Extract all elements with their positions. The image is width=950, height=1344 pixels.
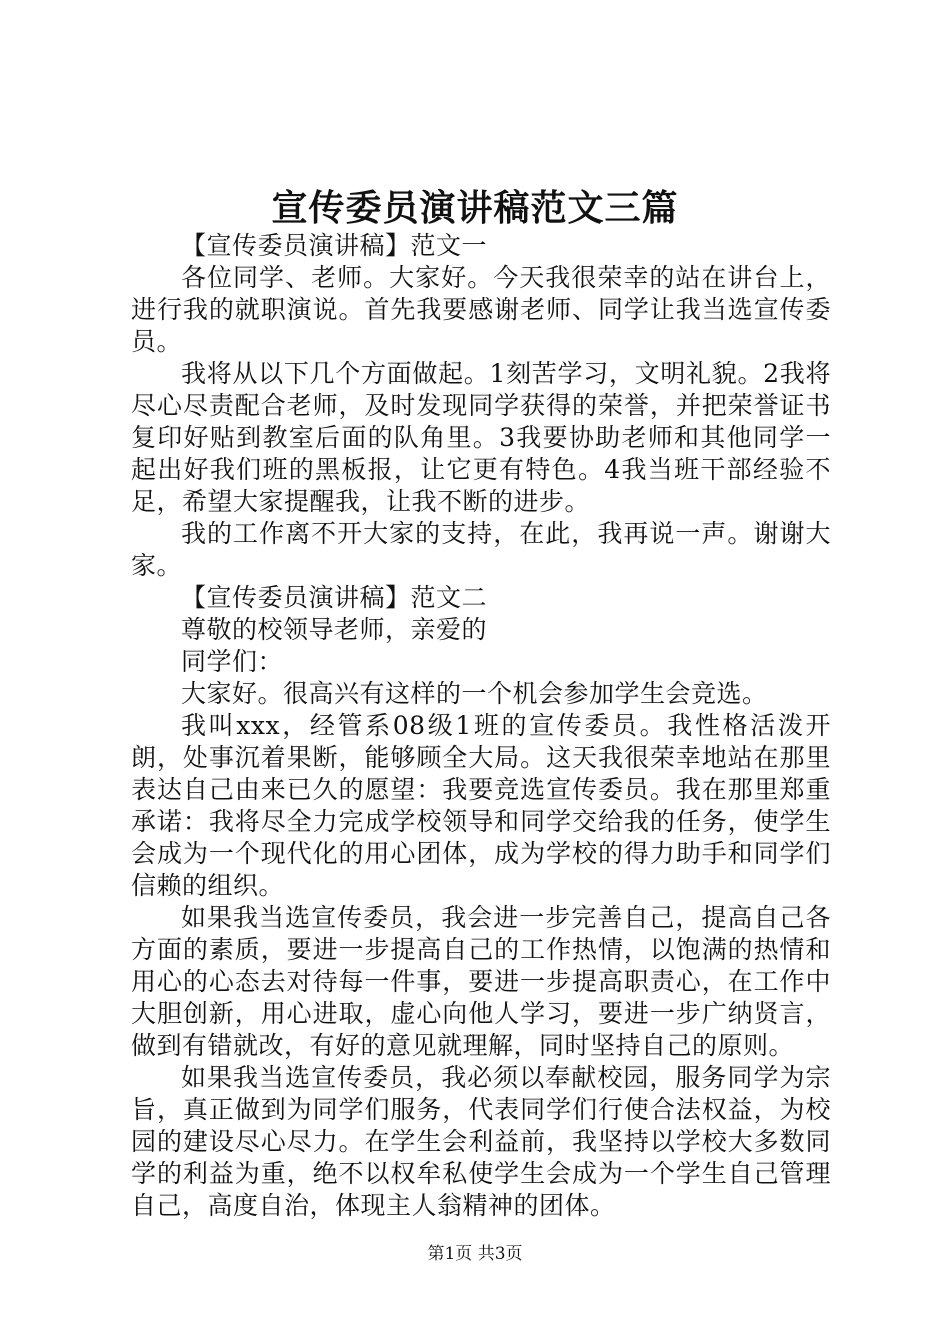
paragraph: 大家好。很高兴有这样的一个机会参加学生会竞选。	[181, 679, 768, 708]
page-footer: 第1页 共3页	[427, 1244, 523, 1264]
paragraph: 各位同学、老师。大家好。今天我很荣幸的站在讲台上，进行我的就职演说。首先我要感谢老师、同学让我当选宣传委员。	[131, 263, 831, 356]
paragraph: 我将从以下几个方面做起。1刻苦学习，文明礼貌。2我将尽心尽责配合老师，及时发现同学获得的荣誉，并把荣誉证书复印好贴到教室后面的队角里。3我要协助老师和其他同学一起出好我们班的黑板报，让它更有特色。4我当班干部经验不足，希望大家提醒我，让我不断的进步。	[131, 359, 831, 516]
paragraph: 我的工作离不开大家的支持，在此，我再说一声。谢谢大家。	[131, 519, 831, 580]
salutation-line: 同学们：	[181, 647, 284, 676]
section-heading-2: 【宣传委员演讲稿】范文二	[181, 583, 488, 612]
salutation-line: 尊敬的校领导老师，亲爱的	[181, 615, 488, 644]
document-title: 宣传委员演讲稿范文三篇	[271, 187, 679, 229]
paragraph: 如果我当选宣传委员，我会进一步完善自己，提高自己各方面的素质，要进一步提高自己的工作热情，以饱满的热情和用心的心态去对待每一件事，要进一步提高职责心，在工作中大胆创新，用心进取，虚心向他人学习，要进一步广纳贤言，做到有错就改，有好的意见就理解，同时坚持自己的原则。	[131, 903, 831, 1060]
document-body	[131, 230, 831, 1222]
paragraph: 我叫xxx，经管系08级1班的宣传委员。我性格活泼开朗，处事沉着果断，能够顾全大局。这天我很荣幸地站在那里表达自己由来已久的愿望：我要竞选宣传委员。我在那里郑重承诺：我将尽全力完成学校领导和同学交给我的任务，使学生会成为一个现代化的用心团体，成为学校的得力助手和同学们信赖的组织。	[131, 711, 831, 900]
paragraph: 如果我当选宣传委员，我必须以奉献校园，服务同学为宗旨，真正做到为同学们服务，代表同学们行使合法权益，为校园的建设尽心尽力。在学生会利益前，我坚持以学校大多数同学的利益为重，绝不以权牟私使学生会成为一个学生自己管理自己，高度自治，体现主人翁精神的团体。	[131, 1063, 831, 1220]
section-heading-1: 【宣传委员演讲稿】范文一	[181, 231, 488, 260]
